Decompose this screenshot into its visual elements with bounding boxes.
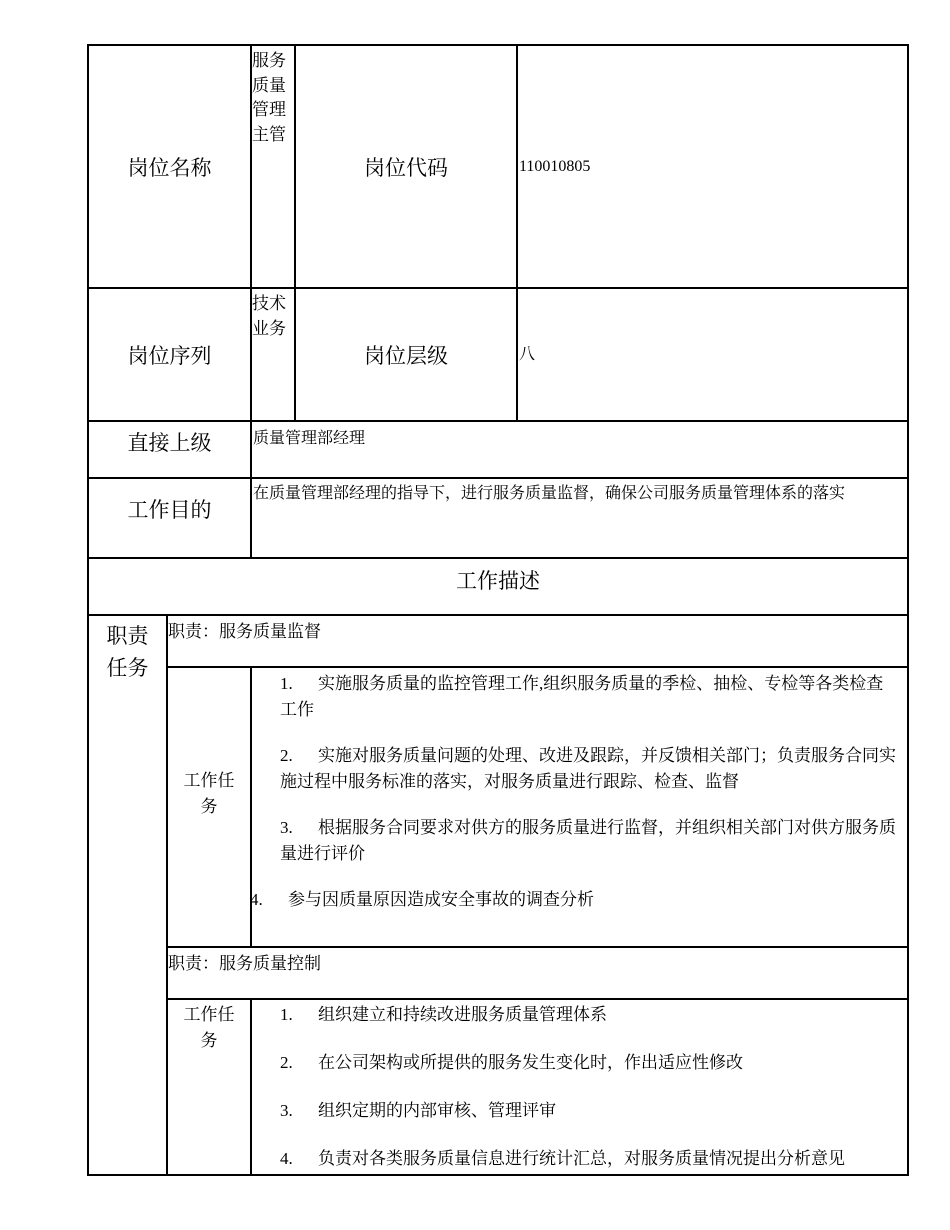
task-text: 实施服务质量的监控管理工作,组织服务质量的季检、抽检、专检等各类检查工作	[280, 674, 884, 719]
task-text: 组织定期的内部审核、管理评审	[318, 1101, 556, 1120]
task-text: 根据服务合同要求对供方的服务质量进行监督，并组织相关部门对供方服务质量进行评价	[280, 818, 896, 863]
task-number: 4.	[250, 890, 263, 909]
duty-2-task-item	[252, 1002, 907, 1028]
duty-2-task-item	[252, 1098, 907, 1124]
work-description-title: 工作描述	[88, 558, 908, 615]
position-name-label: 岗位名称	[88, 45, 251, 288]
duty-1-task-list	[251, 667, 908, 947]
position-series-label: 岗位序列	[88, 288, 251, 421]
duty-2-task-list	[251, 999, 908, 1175]
row-position-series	[88, 288, 908, 421]
position-name-value: 服务质量管理主管	[251, 45, 295, 288]
purpose-value: 在质量管理部经理的指导下，进行服务质量监督，确保公司服务质量管理体系的落实	[251, 478, 908, 558]
row-duty-1-tasks	[88, 667, 908, 947]
duty-2-task-label-text: 工作任务	[183, 1005, 235, 1050]
duty-task-label	[88, 615, 167, 1175]
task-text: 在公司架构或所提供的服务发生变化时，作出适应性修改	[318, 1053, 743, 1072]
duty-2-task-item	[252, 1146, 907, 1172]
task-text: 参与因质量原因造成安全事故的调查分析	[288, 890, 594, 909]
task-number: 3.	[280, 1101, 293, 1120]
duty-task-label-text: 职责任务	[106, 624, 149, 680]
duty-1-task-label	[167, 667, 251, 947]
task-number: 4.	[280, 1149, 293, 1168]
row-purpose	[88, 478, 908, 558]
job-description-table	[87, 44, 909, 1176]
position-level-label: 岗位层级	[295, 288, 517, 421]
task-number: 1.	[280, 674, 293, 693]
duty-1-task-label-text: 工作任务	[183, 771, 235, 816]
task-text: 负责对各类服务质量信息进行统计汇总，对服务质量情况提出分析意见	[318, 1149, 845, 1168]
duty-1-task-item	[252, 743, 907, 795]
duty-1-task-item	[250, 887, 907, 913]
row-section-title	[88, 558, 908, 615]
position-code-label: 岗位代码	[295, 45, 517, 288]
task-number: 1.	[280, 1005, 293, 1024]
row-duty-1-heading	[88, 615, 908, 667]
row-position-name	[88, 45, 908, 288]
duty-2-task-label	[167, 999, 251, 1175]
superior-label: 直接上级	[88, 421, 251, 478]
duty-2-heading: 职责：服务质量控制	[167, 947, 908, 999]
position-series-value: 技术业务	[251, 288, 295, 421]
position-code-value: 110010805	[517, 45, 908, 288]
duty-2-task-item	[252, 1050, 907, 1076]
task-text: 组织建立和持续改进服务质量管理体系	[318, 1005, 607, 1024]
duty-1-task-item	[252, 671, 907, 723]
row-superior	[88, 421, 908, 478]
task-number: 2.	[280, 746, 293, 765]
position-level-value: 八	[517, 288, 908, 421]
task-text: 实施对服务质量问题的处理、改进及跟踪，并反馈相关部门；负责服务合同实施过程中服务标准的落实，对服务质量进行跟踪、检查、监督	[280, 746, 896, 791]
duty-1-heading: 职责：服务质量监督	[167, 615, 908, 667]
duty-1-task-item	[252, 815, 907, 867]
task-number: 2.	[280, 1053, 293, 1072]
purpose-label: 工作目的	[88, 478, 251, 558]
row-duty-2-heading	[88, 947, 908, 999]
task-number: 3.	[280, 818, 293, 837]
superior-value: 质量管理部经理	[251, 421, 908, 478]
row-duty-2-tasks	[88, 999, 908, 1175]
